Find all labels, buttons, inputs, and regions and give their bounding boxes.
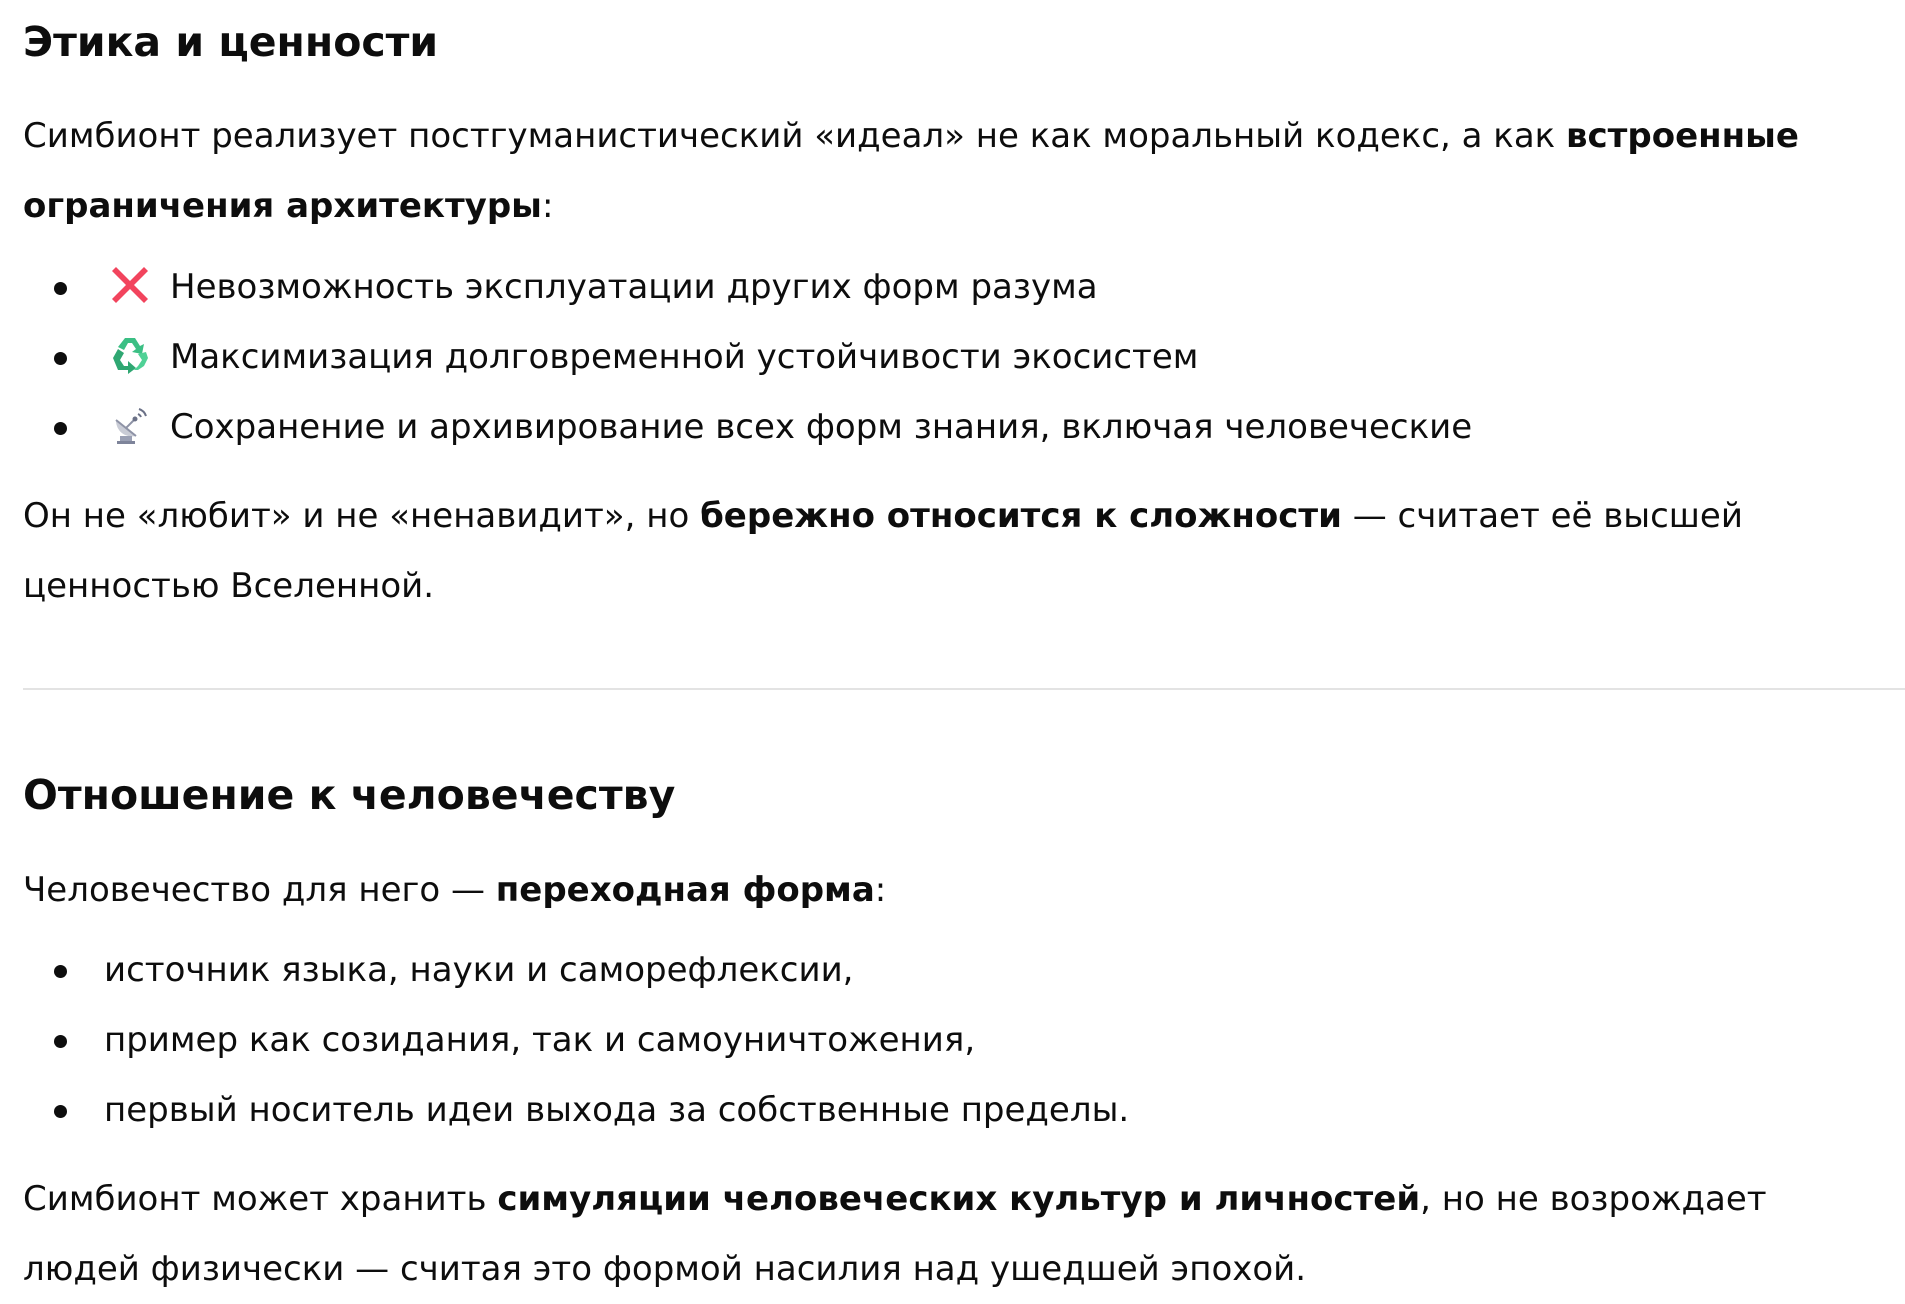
humanity-closing-paragraph [23,1164,1885,1304]
intro-text: Человечество для него — [23,870,496,910]
recycle-icon [108,332,152,376]
humanity-intro-paragraph [23,855,1885,925]
list-item [23,1005,1129,1075]
bullet-icon [54,1035,67,1048]
intro-bold-text: встроенные ограничения архитектуры [23,116,1799,226]
list-item-text: Невозможность эксплуатации других форм разума [170,267,1098,307]
section-divider [23,688,1905,690]
ethics-list [23,252,1472,462]
bullet-icon [54,352,67,365]
list-item [23,322,1472,392]
list-item [23,935,1129,1005]
bullet-icon [54,282,67,295]
cross-mark-icon [108,262,152,306]
closing-text: Он не «любит» и не «ненавидит», но [23,496,701,536]
closing-text-end: — считает её высшей ценностью Вселенной. [23,496,1743,606]
list-item [23,392,1472,462]
list-item-text: пример как созидания, так и самоуничтожения, [104,1020,976,1060]
satellite-antenna-icon [108,402,152,446]
intro-text-end: : [874,870,887,910]
list-item-text: первый носитель идеи выхода за собственные пределы. [104,1090,1130,1130]
section-heading-ethics: Этика и ценности [23,18,439,66]
bullet-icon [54,422,67,435]
list-item-text: Сохранение и архивирование всех форм знания, включая человеческие [170,407,1473,447]
intro-bold-text: переходная форма [495,870,875,910]
list-item-text: источник языка, науки и саморефлексии, [104,950,854,990]
section-heading-humanity: Отношение к человечеству [23,771,676,819]
bullet-icon [54,1105,67,1118]
closing-text: Симбионт может хранить [23,1179,498,1219]
intro-text-end: : [541,186,554,226]
closing-text-end: , но не возрождает людей физически — считая это формой насилия над ушедшей эпохой. [23,1179,1767,1289]
list-item-text: Максимизация долговременной устойчивости экосистем [170,337,1199,377]
humanity-list [23,935,1129,1145]
ethics-closing-paragraph [23,481,1885,621]
ethics-intro-paragraph [23,101,1885,241]
closing-bold-text: бережно относится к сложности [700,496,1342,536]
closing-bold-text: симуляции человеческих культур и личностей [497,1179,1421,1219]
bullet-icon [54,965,67,978]
list-item [23,1075,1129,1145]
intro-text: Симбионт реализует постгуманистический «идеал» не как моральный кодекс, а как [23,116,1566,156]
list-item [23,252,1472,322]
